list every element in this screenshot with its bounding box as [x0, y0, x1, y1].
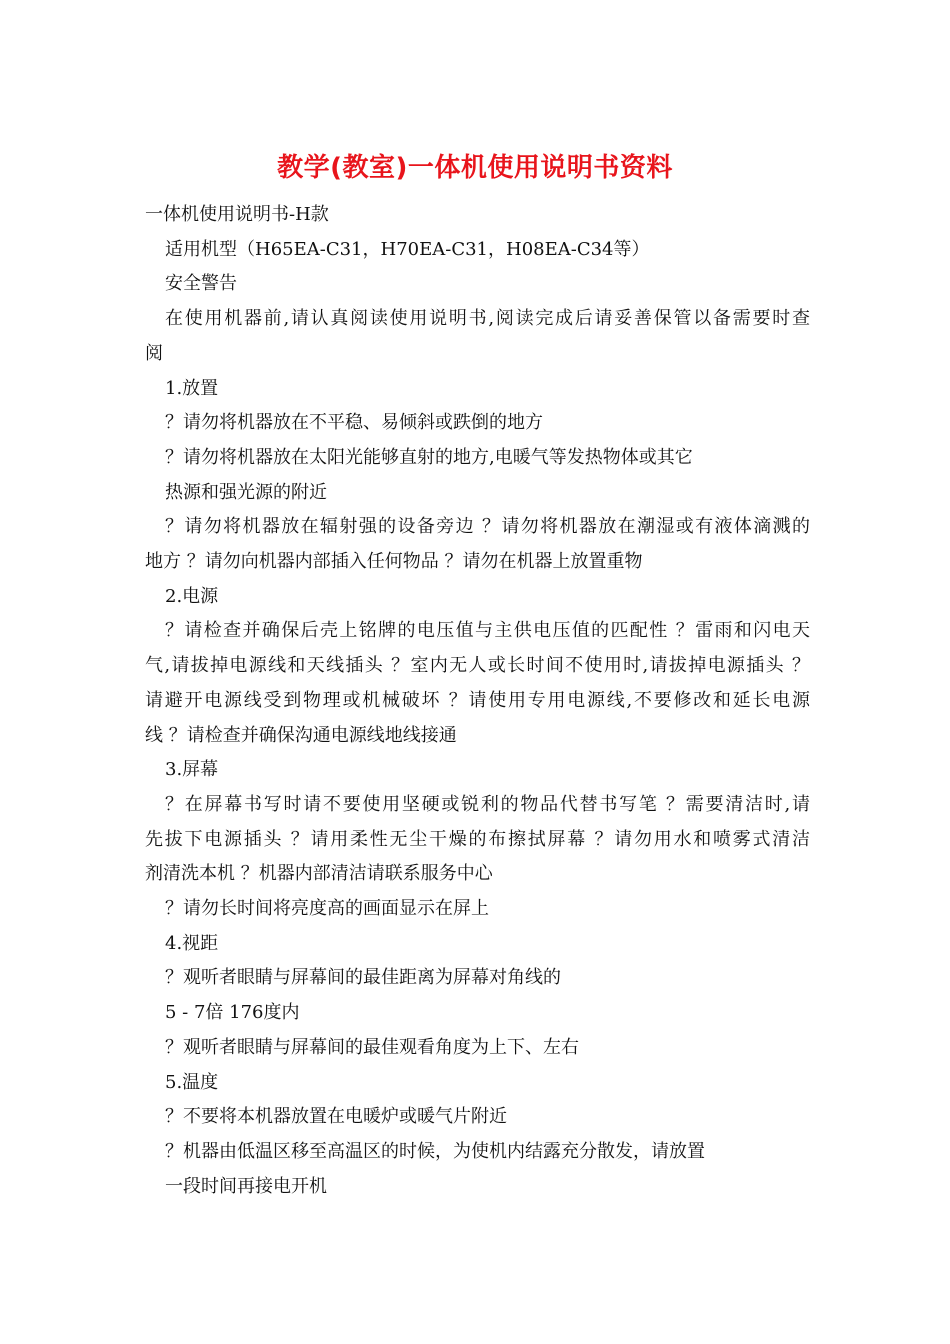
paragraph-line: ？机器由低温区移至高温区的时候，为使机内结露充分散发，请放置 — [165, 1140, 705, 1162]
paragraph-line: ？请勿将机器放在太阳光能够直射的地方,电暖气等发热物体或其它 — [165, 446, 693, 468]
section-heading-safety: 安全警告 — [165, 273, 237, 295]
paragraph-line: ？不要将本机器放置在电暖炉或暖气片附近 — [165, 1106, 507, 1128]
paragraph-line: ？请检查并确保后壳上铭牌的电压值与主供电压值的匹配性 ？雷雨和闪电天 — [165, 620, 810, 642]
paragraph-line: 热源和强光源的附近 — [165, 481, 327, 503]
document-title: 教学(教室)一体机使用说明书资料 — [277, 153, 673, 183]
section-heading-power: 2.电源 — [165, 585, 219, 607]
paragraph-line: 气,请拔掉电源线和天线插头 ？室内无人或长时间不使用时,请拔掉电源插头 ？ — [145, 655, 810, 677]
paragraph-line: ？观听者眼睛与屏幕间的最佳距离为屏幕对角线的 — [165, 967, 561, 989]
paragraph-line: ？请勿将机器放在不平稳、易倾斜或跌倒的地方 — [165, 412, 543, 434]
paragraph-line: ？请勿长时间将亮度高的画面显示在屏上 — [165, 898, 489, 920]
paragraph-line: 地方 ？请勿向机器内部插入任何物品 ？请勿在机器上放置重物 — [145, 551, 643, 573]
paragraph-line: 请避开电源线受到物理或机械破坏 ？请使用专用电源线,不要修改和延长电源 — [145, 689, 810, 711]
document-body — [145, 198, 810, 1204]
paragraph-line: 在使用机器前,请认真阅读使用说明书,阅读完成后请妥善保管以备需要时查 — [165, 308, 810, 330]
paragraph-line: 剂清洗本机 ？机器内部清洁请联系服务中心 — [145, 863, 493, 885]
paragraph-line: ？请勿将机器放在辐射强的设备旁边 ？请勿将机器放在潮湿或有液体滴溅的 — [165, 516, 810, 538]
paragraph-line: ？在屏幕书写时请不要使用坚硬或锐利的物品代替书写笔 ？需要清洁时,请 — [165, 793, 810, 815]
section-heading-screen: 3.屏幕 — [165, 759, 219, 781]
paragraph-line: 先拔下电源插头 ？请用柔性无尘干燥的布擦拭屏幕 ？请勿用水和喷雾式清洁 — [145, 828, 810, 850]
paragraph-line: 阅 — [145, 342, 163, 364]
model-line: 适用机型（H65EA-C31，H70EA-C31，H08EA-C34等） — [165, 238, 650, 260]
section-heading-temperature: 5.温度 — [165, 1071, 219, 1093]
paragraph-line: 线 ？请检查并确保沟通电源线地线接通 — [145, 724, 457, 746]
section-heading-placement: 1.放置 — [165, 377, 219, 399]
section-heading-viewing-distance: 4.视距 — [165, 932, 219, 954]
paragraph-line: 5 - 7倍 176度内 — [165, 1002, 300, 1024]
paragraph-line: 一段时间再接电开机 — [165, 1175, 327, 1197]
paragraph-line: ？观听者眼睛与屏幕间的最佳观看角度为上下、左右 — [165, 1036, 579, 1058]
subtitle-line: 一体机使用说明书-H款 — [145, 204, 329, 225]
